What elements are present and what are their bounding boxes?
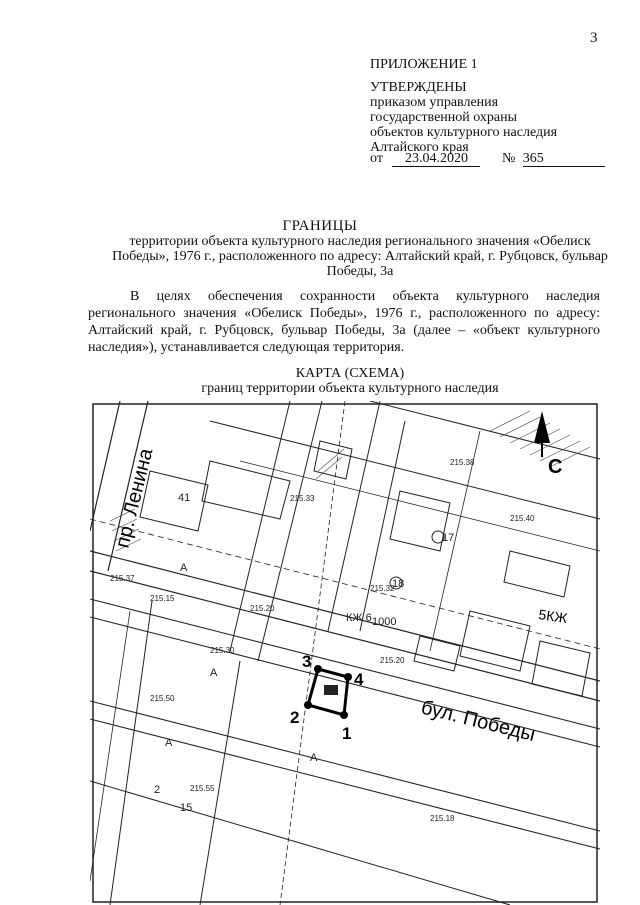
svg-text:2: 2 (154, 784, 161, 796)
point-label-4: 4 (354, 670, 364, 689)
approval-block (370, 80, 620, 155)
svg-text:А: А (310, 752, 318, 764)
map-title: КАРТА (СХЕМА) (295, 366, 405, 381)
svg-text:215.33: 215.33 (290, 494, 315, 503)
approval-line: приказом управления (370, 95, 499, 110)
svg-text:215.40: 215.40 (510, 514, 535, 523)
zone-label: 5КЖ (537, 606, 569, 626)
svg-text:КЖ 6: КЖ 6 (346, 612, 372, 624)
order-line (370, 151, 610, 167)
map-subtitle: границ территории объекта культурного наследия (201, 381, 499, 396)
order-date: 23.04.2020 (392, 151, 480, 167)
street-label-pobedy: бул. Победы (418, 696, 538, 747)
point-label-1: 1 (342, 724, 352, 743)
document-title: ГРАНИЦЫ (282, 218, 358, 234)
boundary-map (90, 401, 600, 905)
obelisk-footprint (324, 685, 338, 695)
svg-text:А: А (210, 667, 218, 679)
approval-line: государственной охраны (370, 110, 518, 125)
point-label-2: 2 (290, 708, 300, 727)
svg-text:215.50: 215.50 (150, 694, 175, 703)
svg-text:А: А (165, 737, 173, 749)
north-label: С (548, 456, 563, 478)
svg-text:15: 15 (180, 802, 193, 814)
svg-text:18: 18 (392, 578, 405, 590)
svg-text:41: 41 (178, 492, 191, 504)
order-number-label: № (501, 151, 516, 166)
point-label-3: 3 (302, 652, 312, 671)
svg-text:215.20: 215.20 (250, 604, 275, 613)
svg-text:215.20: 215.20 (380, 656, 405, 665)
approval-heading: УТВЕРЖДЕНЫ (370, 80, 467, 95)
svg-text:А: А (180, 562, 188, 574)
order-number: 365 (523, 151, 605, 167)
page-number: 3 (590, 30, 598, 46)
approval-line: Алтайского края (370, 140, 469, 155)
svg-text:17: 17 (442, 532, 455, 544)
svg-text:1000: 1000 (372, 616, 397, 628)
svg-text:215.55: 215.55 (190, 784, 215, 793)
document-subtitle: территории объекта культурного наследия регионального значения «Обелиск Победы», 1976 г., расположенного по адресу: Алтайский край, г. Рубцовск, бульвар Победы, 3а (112, 234, 608, 279)
svg-text:215.15: 215.15 (150, 594, 175, 603)
svg-text:215.38: 215.38 (450, 458, 475, 467)
body-paragraph: В целях обеспечения сохранности объекта культурного наследия регионального значения «Обелиск Победы», 1976 г., расположенного по адресу: Алтайский край, г. Рубцовск, бульвар Победы, 3а (далее – «объект культурного наследия»), устанавливается следующая территория. (88, 289, 600, 355)
svg-text:215.18: 215.18 (430, 814, 455, 823)
appendix-title: ПРИЛОЖЕНИЕ 1 (370, 57, 478, 72)
svg-text:215.37: 215.37 (110, 574, 135, 583)
order-from-label: от (370, 151, 383, 166)
map-title-block (0, 366, 640, 396)
svg-text:215.32: 215.32 (370, 584, 395, 593)
map-drawing (90, 401, 600, 905)
svg-text:215.30: 215.30 (210, 646, 235, 655)
approval-line: объектов культурного наследия (370, 125, 558, 140)
street-label-lenina: пр. Ленина (111, 446, 158, 551)
